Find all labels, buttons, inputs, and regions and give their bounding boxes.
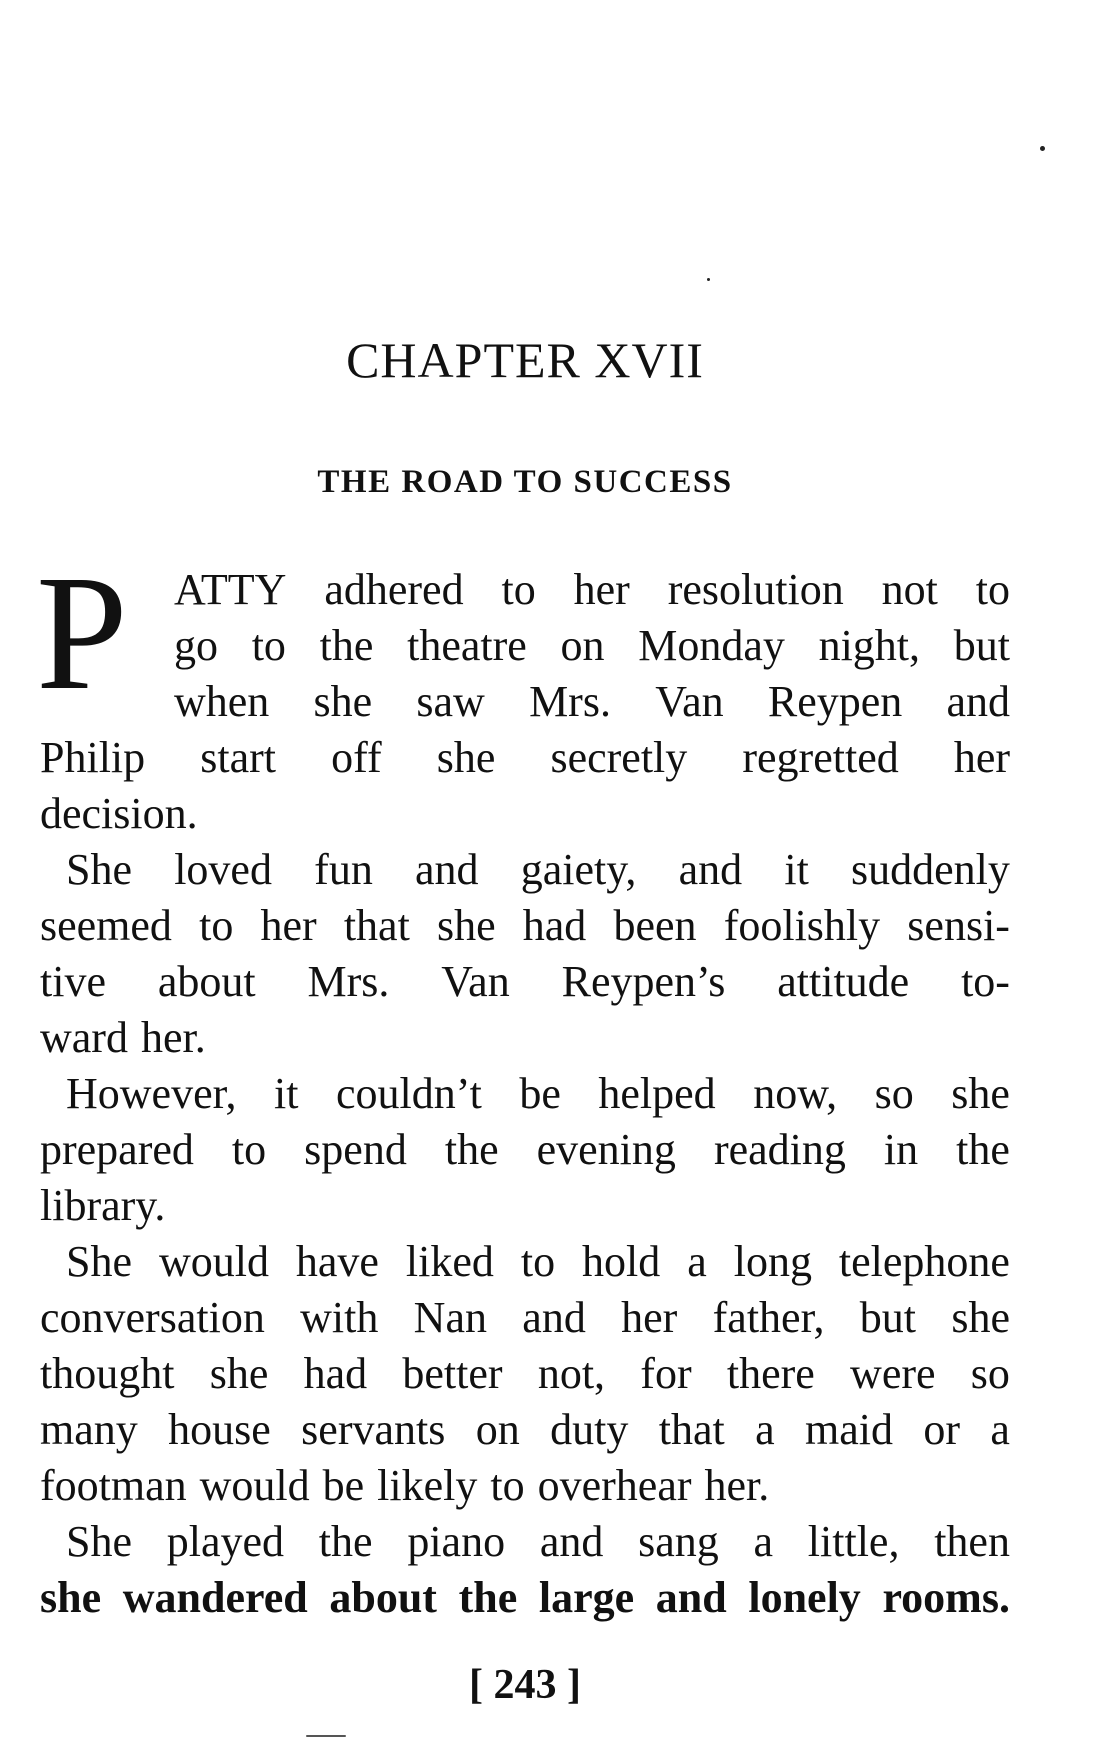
- word: decision.: [40, 789, 198, 838]
- text-line: [40, 1066, 1010, 1122]
- word: her.: [704, 1461, 770, 1510]
- word: telephone: [838, 1237, 1010, 1286]
- word: and: [655, 1573, 727, 1622]
- word: on: [475, 1405, 520, 1454]
- word: on: [560, 621, 605, 670]
- word: thought: [40, 1349, 175, 1398]
- word: the: [318, 1517, 373, 1566]
- word: the: [319, 621, 374, 670]
- word: house: [168, 1405, 271, 1454]
- text-line: [40, 1122, 1010, 1178]
- word: hold: [582, 1237, 661, 1286]
- word: overhear: [537, 1461, 692, 1510]
- word: couldn’t: [335, 1069, 482, 1118]
- word: played: [166, 1517, 285, 1566]
- word: regretted: [742, 733, 899, 782]
- word: and: [539, 1517, 604, 1566]
- word: had: [522, 901, 587, 950]
- word: fun: [314, 845, 373, 894]
- word: and: [522, 1293, 586, 1342]
- word: lonely: [748, 1573, 861, 1622]
- word: have: [295, 1237, 379, 1286]
- word: However,: [66, 1069, 237, 1118]
- word: be: [322, 1461, 365, 1510]
- word: Van: [441, 957, 510, 1006]
- word: large: [538, 1573, 635, 1622]
- word: her: [573, 565, 630, 614]
- word: She: [66, 845, 132, 894]
- word: ATTY: [174, 565, 287, 614]
- word: she: [951, 1293, 1010, 1342]
- word: long: [733, 1237, 812, 1286]
- scan-speck: [707, 278, 710, 281]
- scan-speck: [1040, 146, 1045, 151]
- text-line: [40, 1290, 1010, 1346]
- word: father,: [712, 1293, 825, 1342]
- word: Mrs.: [307, 957, 390, 1006]
- word: library.: [40, 1181, 166, 1230]
- word: prepared: [40, 1125, 194, 1174]
- word: wandered: [122, 1573, 308, 1622]
- word: the: [956, 1125, 1010, 1174]
- word: were: [850, 1349, 936, 1398]
- text-line: [40, 1010, 1010, 1066]
- word: not,: [537, 1349, 606, 1398]
- word: to: [490, 1461, 525, 1510]
- word: but: [953, 621, 1010, 670]
- word: but: [859, 1293, 917, 1342]
- word: to: [251, 621, 286, 670]
- word: she: [209, 1349, 269, 1398]
- word: and: [946, 677, 1010, 726]
- word: to: [501, 565, 536, 614]
- text-line: [40, 674, 1010, 730]
- word: servants: [301, 1405, 446, 1454]
- word: when: [174, 677, 270, 726]
- word: the: [458, 1573, 518, 1622]
- text-line: [40, 1514, 1010, 1570]
- word: her.: [140, 1013, 206, 1062]
- text-line: [40, 954, 1010, 1010]
- word: a: [990, 1405, 1010, 1454]
- word: and: [678, 845, 743, 894]
- word: seemed: [40, 901, 172, 950]
- word: so: [874, 1069, 914, 1118]
- word: footman: [40, 1461, 187, 1510]
- text-line: [40, 842, 1010, 898]
- word: Nan: [413, 1293, 487, 1342]
- word: the: [444, 1125, 499, 1174]
- word: She: [66, 1517, 132, 1566]
- word: gaiety,: [520, 845, 637, 894]
- word: be: [519, 1069, 561, 1118]
- word: many: [40, 1405, 138, 1454]
- text-line: [40, 1570, 1010, 1626]
- word: her: [621, 1293, 678, 1342]
- word: tive: [40, 957, 106, 1006]
- word: she: [313, 677, 373, 726]
- word: theatre: [407, 621, 527, 670]
- word: that: [343, 901, 410, 950]
- word: loved: [174, 845, 272, 894]
- text-line: [40, 618, 1010, 674]
- word: liked: [405, 1237, 494, 1286]
- word: with: [300, 1293, 379, 1342]
- word: evening: [536, 1125, 676, 1174]
- word: ward: [40, 1013, 128, 1062]
- body-text: [40, 562, 1010, 1626]
- word: saw: [416, 677, 485, 726]
- chapter-subtitle: THE ROAD TO SUCCESS: [317, 464, 733, 500]
- word: adhered: [324, 565, 464, 614]
- word: then: [934, 1517, 1010, 1566]
- word: resolution: [667, 565, 844, 614]
- text-line: [40, 898, 1010, 954]
- word: it: [784, 845, 809, 894]
- word: her: [953, 733, 1010, 782]
- word: to-: [961, 957, 1010, 1006]
- word: sensi-: [907, 901, 1010, 950]
- word: start: [200, 733, 277, 782]
- word: sang: [638, 1517, 719, 1566]
- word: for: [640, 1349, 692, 1398]
- word: night,: [818, 621, 921, 670]
- word: spend: [304, 1125, 407, 1174]
- word: reading: [713, 1125, 846, 1174]
- word: about: [329, 1573, 437, 1622]
- word: helped: [598, 1069, 716, 1118]
- text-line: [40, 1178, 1010, 1234]
- word: secretly: [550, 733, 688, 782]
- word: she: [951, 1069, 1010, 1118]
- word: foolishly: [723, 901, 881, 950]
- word: would: [158, 1237, 269, 1286]
- word: she: [40, 1573, 102, 1622]
- word: to: [975, 565, 1010, 614]
- word: Reypen’s: [561, 957, 726, 1006]
- word: conversation: [40, 1293, 265, 1342]
- word: she: [436, 733, 496, 782]
- scan-speck: [306, 1735, 346, 1737]
- word: there: [726, 1349, 815, 1398]
- word: to: [231, 1125, 267, 1174]
- text-line: [40, 1346, 1010, 1402]
- word: about: [157, 957, 256, 1006]
- text-line: [40, 1234, 1010, 1290]
- word: to: [520, 1237, 556, 1286]
- word: off: [331, 733, 382, 782]
- word: Philip: [40, 733, 146, 782]
- word: she: [436, 901, 496, 950]
- word: Mrs.: [529, 677, 611, 726]
- word: She: [66, 1237, 132, 1286]
- word: or: [923, 1405, 960, 1454]
- chapter-title: CHAPTER XVII: [346, 332, 704, 388]
- word: go: [174, 621, 218, 670]
- word: a: [755, 1405, 775, 1454]
- word: suddenly: [851, 845, 1010, 894]
- text-line: [40, 1402, 1010, 1458]
- word: that: [658, 1405, 725, 1454]
- word: it: [274, 1069, 299, 1118]
- word: now,: [753, 1069, 838, 1118]
- text-line: [40, 786, 1010, 842]
- word: Monday: [638, 621, 785, 670]
- text-line: [40, 730, 1010, 786]
- word: had: [303, 1349, 368, 1398]
- text-line: [40, 562, 1010, 618]
- drop-cap: P: [36, 541, 128, 724]
- text-line: [40, 1458, 1010, 1514]
- word: maid: [804, 1405, 893, 1454]
- word: so: [970, 1349, 1010, 1398]
- word: a: [753, 1517, 774, 1566]
- word: attitude: [777, 957, 910, 1006]
- word: likely: [377, 1461, 478, 1510]
- word: in: [883, 1125, 919, 1174]
- word: a: [687, 1237, 707, 1286]
- page-number: [ 243 ]: [469, 1662, 581, 1708]
- word: to: [199, 901, 234, 950]
- word: Reypen: [767, 677, 903, 726]
- word: better: [402, 1349, 503, 1398]
- word: piano: [407, 1517, 506, 1566]
- word: rooms.: [882, 1573, 1010, 1622]
- word: not: [881, 565, 938, 614]
- word: her: [260, 901, 317, 950]
- word: been: [613, 901, 697, 950]
- word: little,: [807, 1517, 900, 1566]
- word: and: [415, 845, 479, 894]
- word: duty: [550, 1405, 629, 1454]
- word: Van: [655, 677, 724, 726]
- word: would: [199, 1461, 310, 1510]
